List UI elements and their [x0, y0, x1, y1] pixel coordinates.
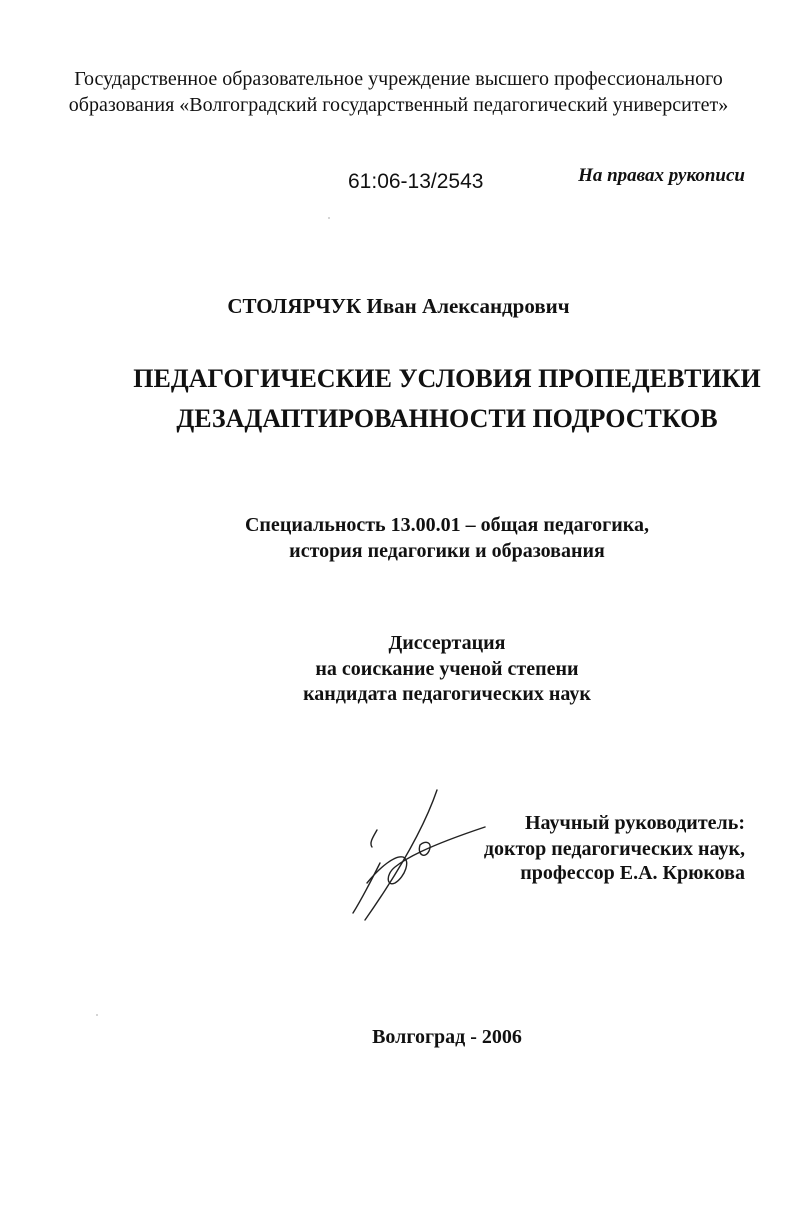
institution-line-1: Государственное образовательное учреждение высшего профессионального	[74, 68, 723, 90]
dissertation-title-line-1: ПЕДАГОГИЧЕСКИЕ УСЛОВИЯ ПРОПЕДЕВТИКИ	[133, 364, 761, 393]
scan-speck	[96, 1014, 98, 1016]
dissertation-type-line-1: Диссертация	[388, 632, 506, 654]
supervisor-degree: доктор педагогических наук,	[483, 838, 745, 860]
dissertation-type-line-2: на соискание ученой степени	[315, 658, 579, 680]
specialty-line-2: история педагогики и образования	[289, 540, 605, 562]
institution-line-2: образования «Волгоградский государственный педагогический университет»	[68, 94, 729, 116]
specialty-line-1: Специальность 13.00.01 – общая педагогика,	[244, 514, 650, 536]
signature-stroke-tick	[371, 830, 377, 847]
signature-stroke-left	[353, 863, 380, 913]
scan-speck	[328, 217, 330, 219]
handwritten-signature	[325, 785, 495, 930]
signature-stroke-loop	[367, 827, 485, 884]
rights-note: На правах рукописи	[578, 165, 745, 186]
supervisor-name: профессор Е.А. Крюкова	[520, 862, 745, 884]
dissertation-type-line-3: кандидата педагогических наук	[303, 683, 591, 705]
city-year: Волгоград - 2006	[372, 1026, 522, 1048]
author-name: СТОЛЯРЧУК Иван Александрович	[227, 294, 570, 318]
supervisor-heading: Научный руководитель:	[525, 812, 745, 834]
dissertation-title-line-2: ДЕЗАДАПТИРОВАННОСТИ ПОДРОСТКОВ	[176, 404, 718, 433]
archive-code: 61:06-13/2543	[348, 170, 484, 193]
